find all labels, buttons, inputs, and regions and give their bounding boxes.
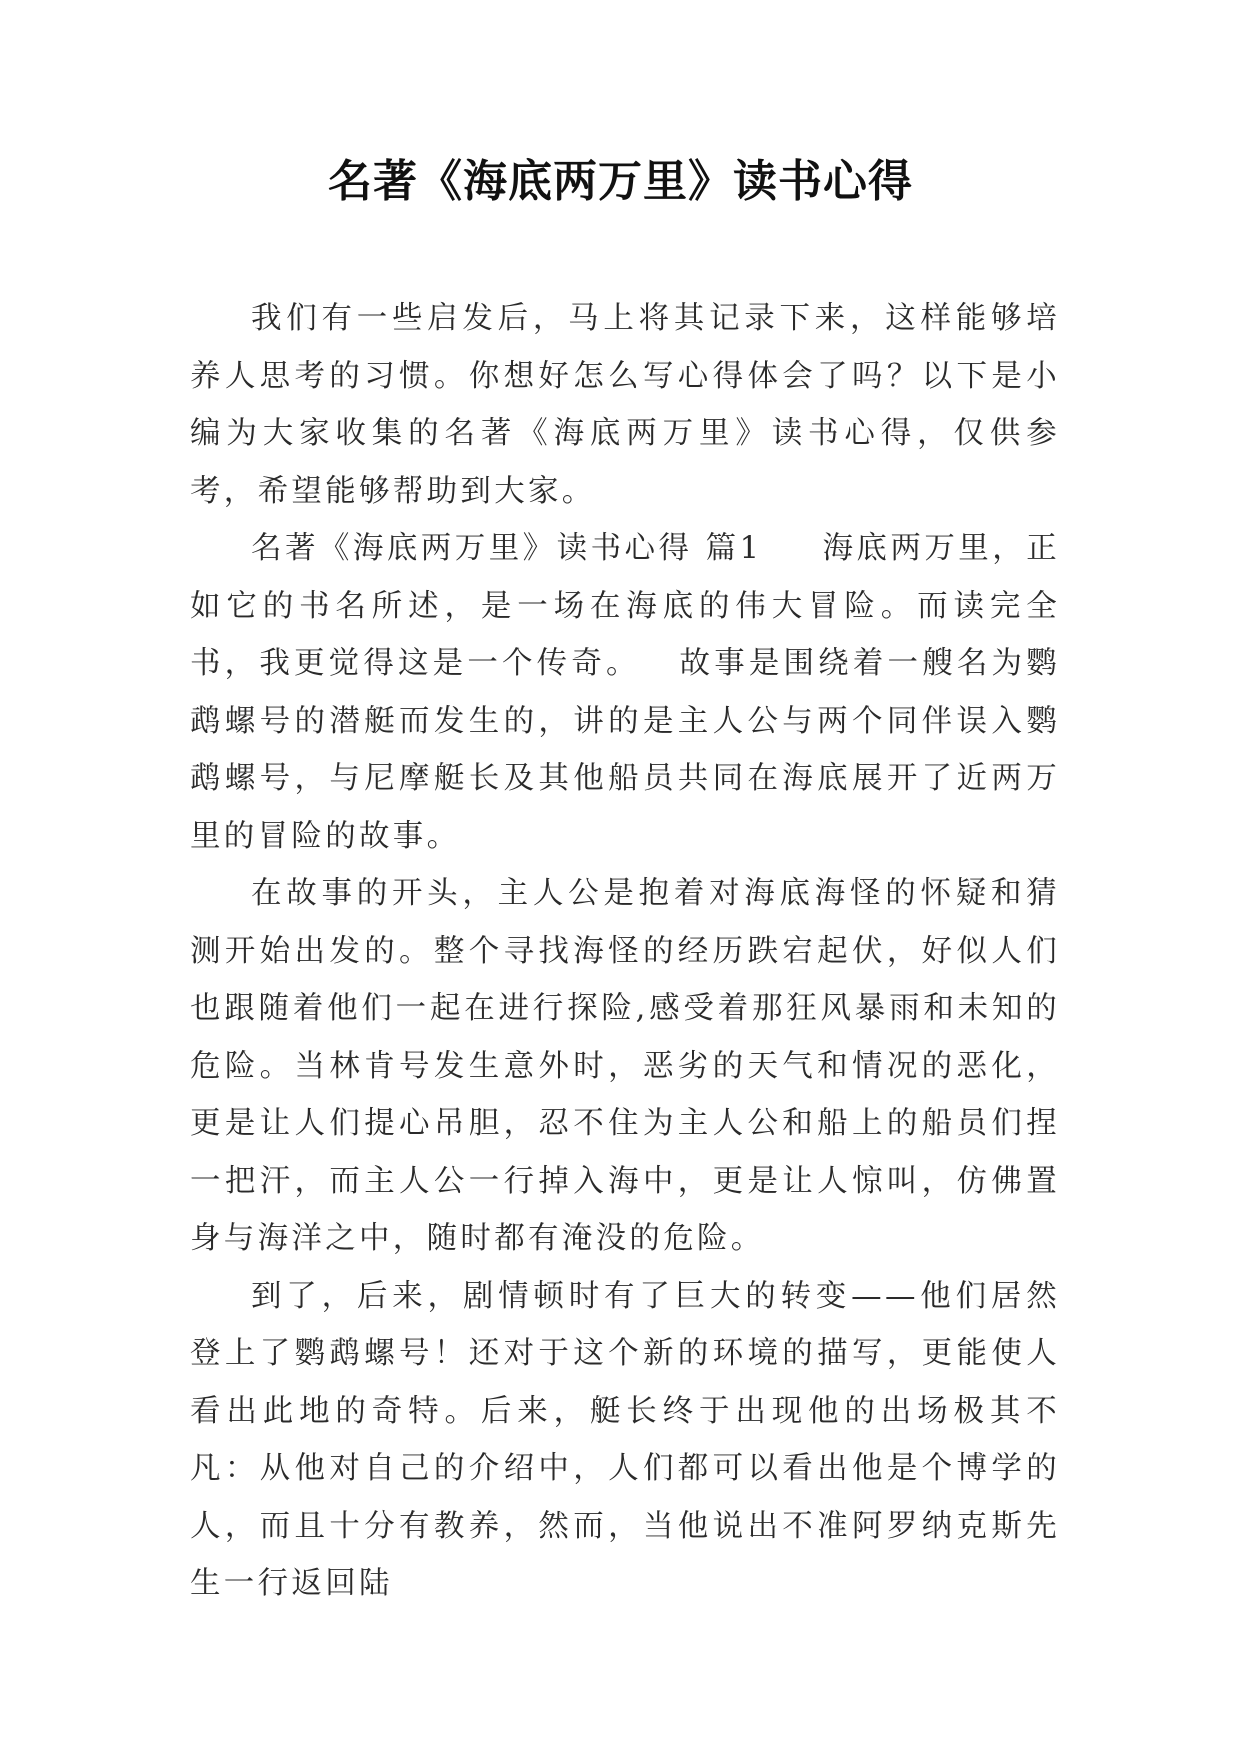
paragraph-3: 到了，后来，剧情顿时有了巨大的转变——他们居然登上了鹦鹉螺号！还对于这个新的环境的描写，更能使人看出此地的奇特。后来，艇长终于出现他的出场极其不凡：从他对自己的介绍中，人们都可以看出他是个博学的人，而且十分有教养，然而，当他说出不准阿罗纳克斯先生一行返回陆 (190, 1278, 1060, 1601)
section-paragraph-1-text-a: 海底两万里，正如它的书名所述，是一场在海底的伟大冒险。而读完全书，我更觉得这是一个传奇。 (190, 531, 1060, 681)
paragraph-2: 在故事的开头，主人公是抱着对海底海怪的怀疑和猜测开始出发的。整个寻找海怪的经历跌宕起伏，好似人们也跟随着他们一起在进行探险,感受着那狂风暴雨和未知的危险。当林肯号发生意外时，恶劣的天气和情况的恶化，更是让人们提心吊胆，忍不住为主人公和船上的船员们捏一把汗，而主人公一行掉入海中，更是让人惊叫，仿佛置身与海洋之中，随时都有淹没的危险。 (190, 876, 1060, 1256)
section-paragraph-1 (190, 520, 1060, 865)
document-title: 名著《海底两万里》读书心得 (328, 156, 913, 207)
section-paragraph-1-text-b: 故事是围绕着一艘名为鹦鹉螺号的潜艇而发生的，讲的是主人公与两个同伴误入鹦鹉螺号，与尼摩艇长及其他船员共同在海底展开了近两万里的冒险的故事。 (190, 646, 1060, 854)
document-body (190, 290, 1060, 1613)
section-heading: 名著《海底两万里》读书心得 篇1 (251, 531, 763, 566)
intro-paragraph: 我们有一些启发后，马上将其记录下来，这样能够培养人思考的习惯。你想好怎么写心得体会了吗？以下是小编为大家收集的名著《海底两万里》读书心得，仅供参考，希望能够帮助到大家。 (190, 301, 1060, 509)
